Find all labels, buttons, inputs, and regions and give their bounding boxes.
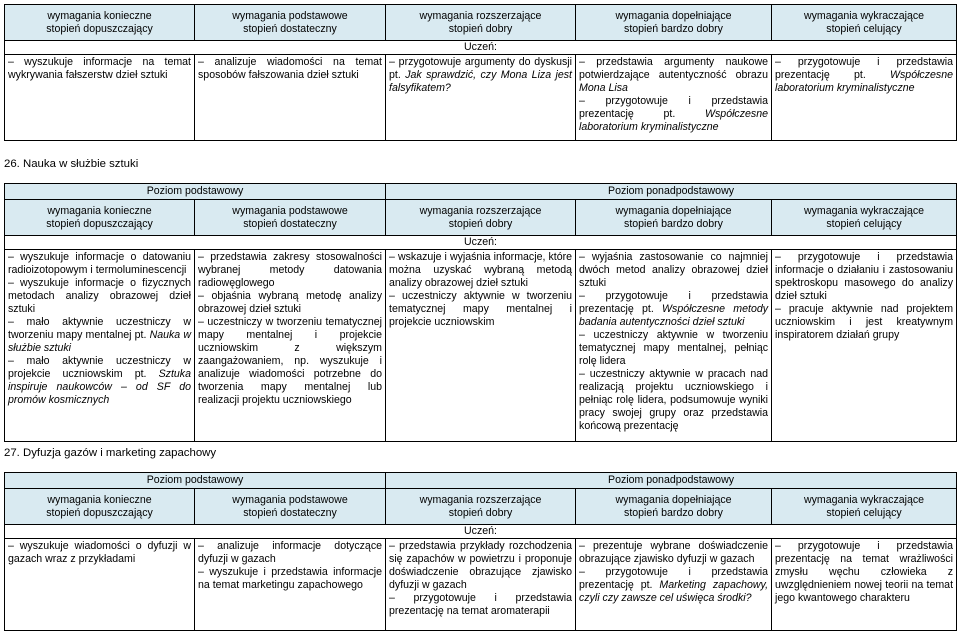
- cell-konieczne: [5, 539, 195, 631]
- cell-rozszerzajace: [386, 55, 576, 141]
- header-col4: wymagania dopełniające stopień bardzo dobry: [576, 5, 772, 41]
- title-italic: Współczesne laboratorium kryminalistyczne: [775, 69, 953, 94]
- header-col2: wymagania podstawowe stopień dostateczny: [195, 489, 386, 525]
- requirement-item: – uczestniczy aktywnie w tworzeniu tematycznej mapy mentalnej i projekcie uczniowskim: [389, 290, 573, 328]
- level-basic: Poziom podstawowy: [5, 184, 386, 200]
- header-col1: wymagania konieczne stopień dopuszczający: [5, 5, 195, 41]
- cell-rozszerzajace: [386, 250, 576, 442]
- requirement-item: – przedstawia przykłady rozchodzenia się zapachów w powietrzu i proponuje doświadczenie obrazujące zjawisko dyfuzji w gazach: [389, 540, 573, 591]
- uczen-label: Uczeń:: [5, 525, 957, 539]
- cell-rozszerzajace: [386, 539, 576, 631]
- cell-wykraczajace: [772, 250, 957, 442]
- requirement-item: – przygotowuje i przedstawia informacje o działaniu i zastosowaniu spektroskopu masowego do analizy dzieł sztuki: [775, 251, 954, 302]
- cell-wykraczajace: [772, 55, 957, 141]
- requirement-item: – wyszukuje i przedstawia informacje na temat marketingu zapachowego: [198, 566, 383, 591]
- requirement-item: – objaśnia wybraną metodę analizy obrazowej dzieł sztuki: [198, 290, 383, 315]
- requirement-item: – pracuje aktywnie nad projektem uczniowskim i jest kreatywnym inspiratorem działań grupy: [775, 303, 954, 341]
- header-col4: wymagania dopełniające stopień bardzo dobry: [576, 489, 772, 525]
- requirements-table-25-continued: [4, 4, 957, 141]
- requirement-item: – przygotowuje i przedstawia prezentację na temat wrażliwości zmysłu węchu człowieka z uwzględnieniem nowej teorii na temat jego kwantowego charakteru: [775, 540, 954, 604]
- cell-podstawowe: [195, 539, 386, 631]
- requirement-item: – analizuje wiadomości na temat sposobów fałszowania dzieł sztuki: [198, 56, 382, 81]
- cell-podstawowe: [195, 55, 386, 141]
- header-col3: wymagania rozszerzające stopień dobry: [386, 5, 576, 41]
- uczen-label: Uczeń:: [5, 41, 957, 55]
- requirement-item: – wyszukuje informacje o datowaniu radioizotopowym i termoluminescencji: [8, 251, 191, 276]
- title-italic: Mona Lisa: [579, 82, 628, 94]
- requirement-item: – przygotowuje i przedstawia prezentację na temat aromaterapii: [389, 592, 573, 617]
- requirement-item: – przedstawia zakresy stosowalności wybranej metody datowania radiowęglowego: [198, 251, 383, 289]
- header-col5: wymagania wykraczające stopień celujący: [772, 5, 957, 41]
- cell-dopelniajace: [576, 250, 772, 442]
- requirement-item: – mało aktywnie uczestniczy w tworzeniu mapy mentalnej pt. Nauka w służbie sztuki: [8, 316, 192, 354]
- requirement-item: – prezentuje wybrane doświadczenie obrazujące zjawisko dyfuzji w gazach: [579, 540, 769, 565]
- header-col2: wymagania podstawowe stopień dostateczny: [195, 5, 386, 41]
- requirement-item: – uczestniczy aktywnie w pracach nad realizacją projektu uczniowskiego i pełniąc rolę lidera, podsumowuje wyniki pracy swojej grupy oraz przedstawia końcową prezentację: [579, 368, 769, 432]
- requirement-item: – przygotowuje i przedstawia prezentację pt. Współczesne laboratorium kryminalistyczne: [579, 95, 768, 133]
- uczen-label: Uczeń:: [5, 236, 957, 250]
- requirement-item: – przygotowuje argumenty do dyskusji pt. Jak sprawdzić, czy Mona Liza jest falsyfikatem?: [389, 56, 572, 94]
- header-col2: wymagania podstawowe stopień dostateczny: [195, 200, 386, 236]
- requirement-item: – wyszukuje informacje o fizycznych metodach analizy obrazowej dzieł sztuki: [8, 277, 191, 315]
- cell-konieczne: [5, 55, 195, 141]
- level-basic: Poziom podstawowy: [5, 473, 386, 489]
- title-italic: Współczesne metody badania autentyczności dzieł sztuki: [579, 303, 769, 328]
- header-col5: wymagania wykraczające stopień celujący: [772, 489, 957, 525]
- title-italic: Współczesne laboratorium kryminalistyczne: [579, 108, 768, 133]
- header-col3: wymagania rozszerzające stopień dobry: [386, 489, 576, 525]
- section-title-27: 27. Dyfuzja gazów i marketing zapachowy: [4, 447, 217, 459]
- requirement-item: – przygotowuje i przedstawia prezentację pt. Marketing zapachowy, czyli czy zawsze cel uświęca środki?: [579, 566, 769, 604]
- cell-konieczne: [5, 250, 195, 442]
- requirement-item: – wyszukuje wiadomości o dyfuzji w gazach wraz z przykładami: [8, 540, 191, 565]
- header-col1: wymagania konieczne stopień dopuszczający: [5, 200, 195, 236]
- cell-dopelniajace: [576, 539, 772, 631]
- header-col4: wymagania dopełniające stopień bardzo dobry: [576, 200, 772, 236]
- requirement-item: – przygotowuje i przedstawia prezentację pt. Współczesne laboratorium kryminalistyczne: [775, 56, 953, 94]
- requirements-table-26: [4, 183, 957, 442]
- requirement-item: – przedstawia argumenty naukowe potwierdzające autentyczność obrazu Mona Lisa: [579, 56, 768, 94]
- section-title-26: 26. Nauka w służbie sztuki: [4, 158, 139, 170]
- header-col3: wymagania rozszerzające stopień dobry: [386, 200, 576, 236]
- requirement-item: – mało aktywnie uczestniczy w projekcie uczniowskim pt. Sztuka inspiruje naukowców – od SF do promów kosmicznych: [8, 355, 191, 406]
- header-col5: wymagania wykraczające stopień celujący: [772, 200, 957, 236]
- requirement-item: – wyszukuje informacje na temat wykrywania fałszerstw dzieł sztuki: [8, 56, 191, 81]
- cell-podstawowe: [195, 250, 386, 442]
- level-advanced: Poziom ponadpodstawowy: [386, 184, 957, 200]
- requirement-item: – wskazuje i wyjaśnia informacje, które można uzyskać wybraną metodą analizy obrazowej dzieł sztuki: [389, 251, 573, 289]
- title-italic: Sztuka inspiruje naukowców – od SF do promów kosmicznych: [8, 368, 191, 406]
- title-italic: Jak sprawdzić, czy Mona Liza jest falsyfikatem?: [389, 69, 572, 94]
- cell-wykraczajace: [772, 539, 957, 631]
- requirement-item: – wyjaśnia zastosowanie co najmniej dwóch metod analizy obrazowej dzieł sztuki: [579, 251, 769, 289]
- requirement-item: – uczestniczy aktywnie w tworzeniu tematycznej mapy mentalnej, pełniąc rolę lidera: [579, 329, 769, 367]
- requirements-table-27: [4, 472, 957, 631]
- title-italic: Marketing zapachowy, czyli czy zawsze cel uświęca środki?: [579, 579, 769, 604]
- title-italic: Nauka w służbie sztuki: [8, 329, 192, 354]
- requirement-item: – przygotowuje i przedstawia prezentację pt. Współczesne metody badania autentyczności dzieł sztuki: [579, 290, 769, 328]
- requirement-item: – uczestniczy w tworzeniu tematycznej mapy mentalnej i projekcie uczniowskim z większym zaangażowaniem, np. wyszukuje i analizuje wiadomości potrzebne do tworzenia mapy mentalnej lub realizacji projektu uczniowskiego: [198, 316, 383, 406]
- header-col1: wymagania konieczne stopień dopuszczający: [5, 489, 195, 525]
- requirement-item: – analizuje informacje dotyczące dyfuzji w gazach: [198, 540, 383, 565]
- cell-dopelniajace: [576, 55, 772, 141]
- level-advanced: Poziom ponadpodstawowy: [386, 473, 957, 489]
